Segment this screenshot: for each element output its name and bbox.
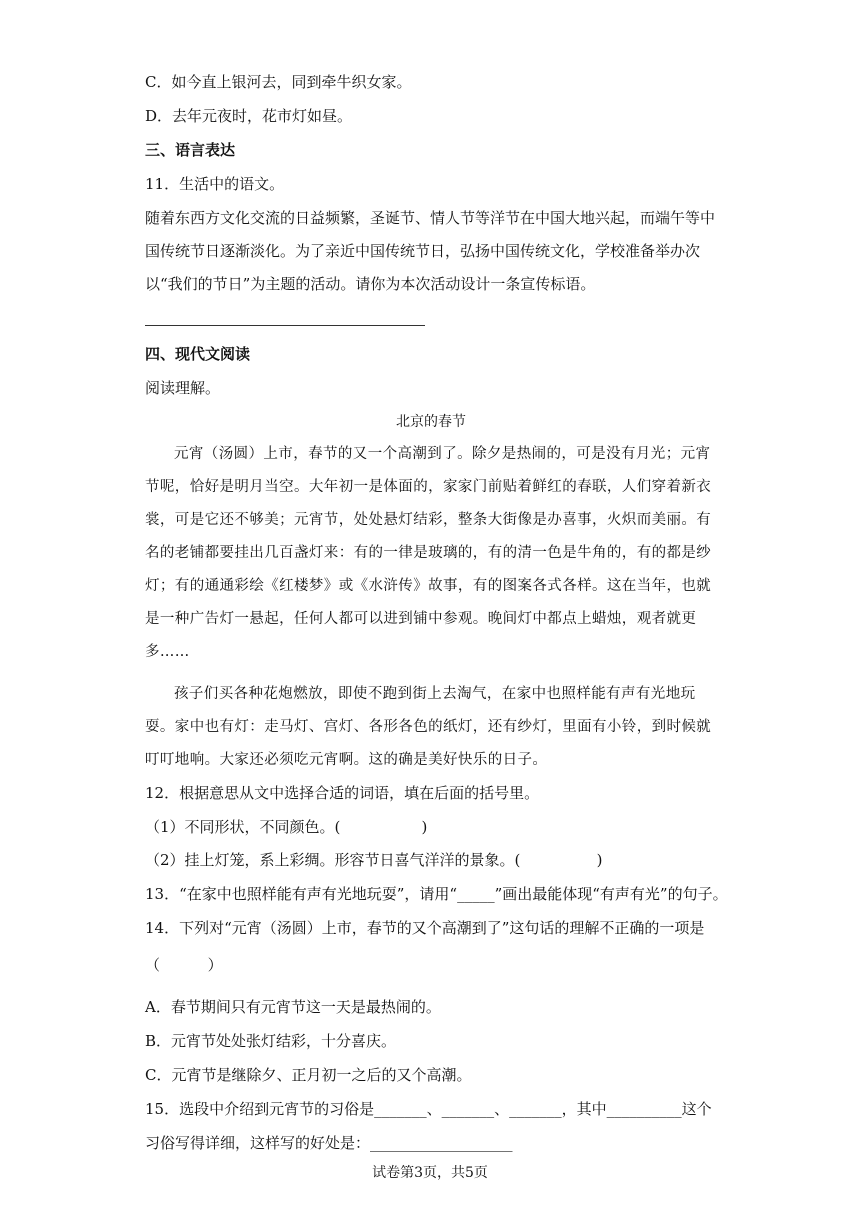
question-15-line-1: 15．选段中介绍到元宵节的习俗是_______、_______、_______，其中__________这个 <box>145 1100 712 1118</box>
option-d-prev: D．去年元夜时，花市灯如昼。 <box>145 107 353 125</box>
reading-intro: 阅读理解。 <box>145 379 221 397</box>
option-c: C．元宵节是继除夕、正月初一之后的又个高潮。 <box>145 1066 472 1084</box>
question-11-body: 随着东西方文化交流的日益频繁，圣诞节、情人节等洋节在中国大地兴起，而端午等中国传统节日逐渐淡化。为了亲近中国传统节日，弘扬中国传统文化，学校准备举办次以“我们的节日”为主题的活动。请你为本次活动设计一条宣传标语。 <box>145 209 716 293</box>
question-14: 14．下列对“元宵（汤圆）上市，春节的又个高潮到了”这句话的理解不正确的一项是 <box>145 919 705 937</box>
question-13: 13．“在家中也照样能有声有光地玩耍”，请用“_____”画出最能体现“有声有光”的句子。 <box>145 885 728 903</box>
question-12-2: （2）挂上灯笼，系上彩绸。形容节日喜气洋洋的景象。( ) <box>145 851 603 869</box>
question-11-title: 11．生活中的语文。 <box>145 175 285 193</box>
question-12-1: （1）不同形状，不同颜色。( ) <box>145 818 428 836</box>
article-paragraph-2: 孩子们买各种花炮燃放，即使不跑到街上去淘气，在家中也照样能有声有光地玩耍。家中也有灯：走马灯、宫灯、各形各色的纸灯，还有纱灯，里面有小铃，到时候就叮叮地响。大家还必须吃元宵啊。这的确是美好快乐的日子。 <box>145 686 712 768</box>
section-heading-language-expression: 三、语言表达 <box>145 141 236 159</box>
option-c-prev: C．如今直上银河去，同到牵牛织女家。 <box>145 73 412 91</box>
section-heading-reading: 四、现代文阅读 <box>145 345 251 363</box>
question-15-line-2: 习俗写得详细，这样写的好处是：___________________ <box>145 1134 513 1152</box>
question-12: 12．根据意思从文中选择合适的词语，填在后面的括号里。 <box>145 784 540 802</box>
answer-line-q11 <box>145 325 425 326</box>
question-14-parentheses: （ ） <box>145 956 223 974</box>
option-a: A．春节期间只有元宵节这一天是最热闹的。 <box>145 998 441 1016</box>
article-paragraph-1: 元宵（汤圆）上市，春节的又一个高潮到了。除夕是热闹的，可是没有月光；元宵节呢，恰好是明月当空。大年初一是体面的，家家门前贴着鲜红的春联，人们穿着新衣裳，可是它还不够美；元宵节，处处悬灯结彩，整条大街像是办喜事，火炽而美丽。有名的老铺都要挂出几百盏灯来：有的一律是玻璃的，有的清一色是牛角的，有的都是纱灯；有的通通彩绘《红楼梦》或《水浒传》故事，有的图案各式各样。这在当年，也就是一种广告灯一悬起，任何人都可以进到铺中参观。晚间灯中都点上蜡烛，观者就更多…… <box>145 446 712 660</box>
page-footer: 试卷第3页，共5页 <box>372 1165 488 1181</box>
option-b: B．元宵节处处张灯结彩，十分喜庆。 <box>145 1032 397 1050</box>
article-title: 北京的春节 <box>396 414 466 430</box>
